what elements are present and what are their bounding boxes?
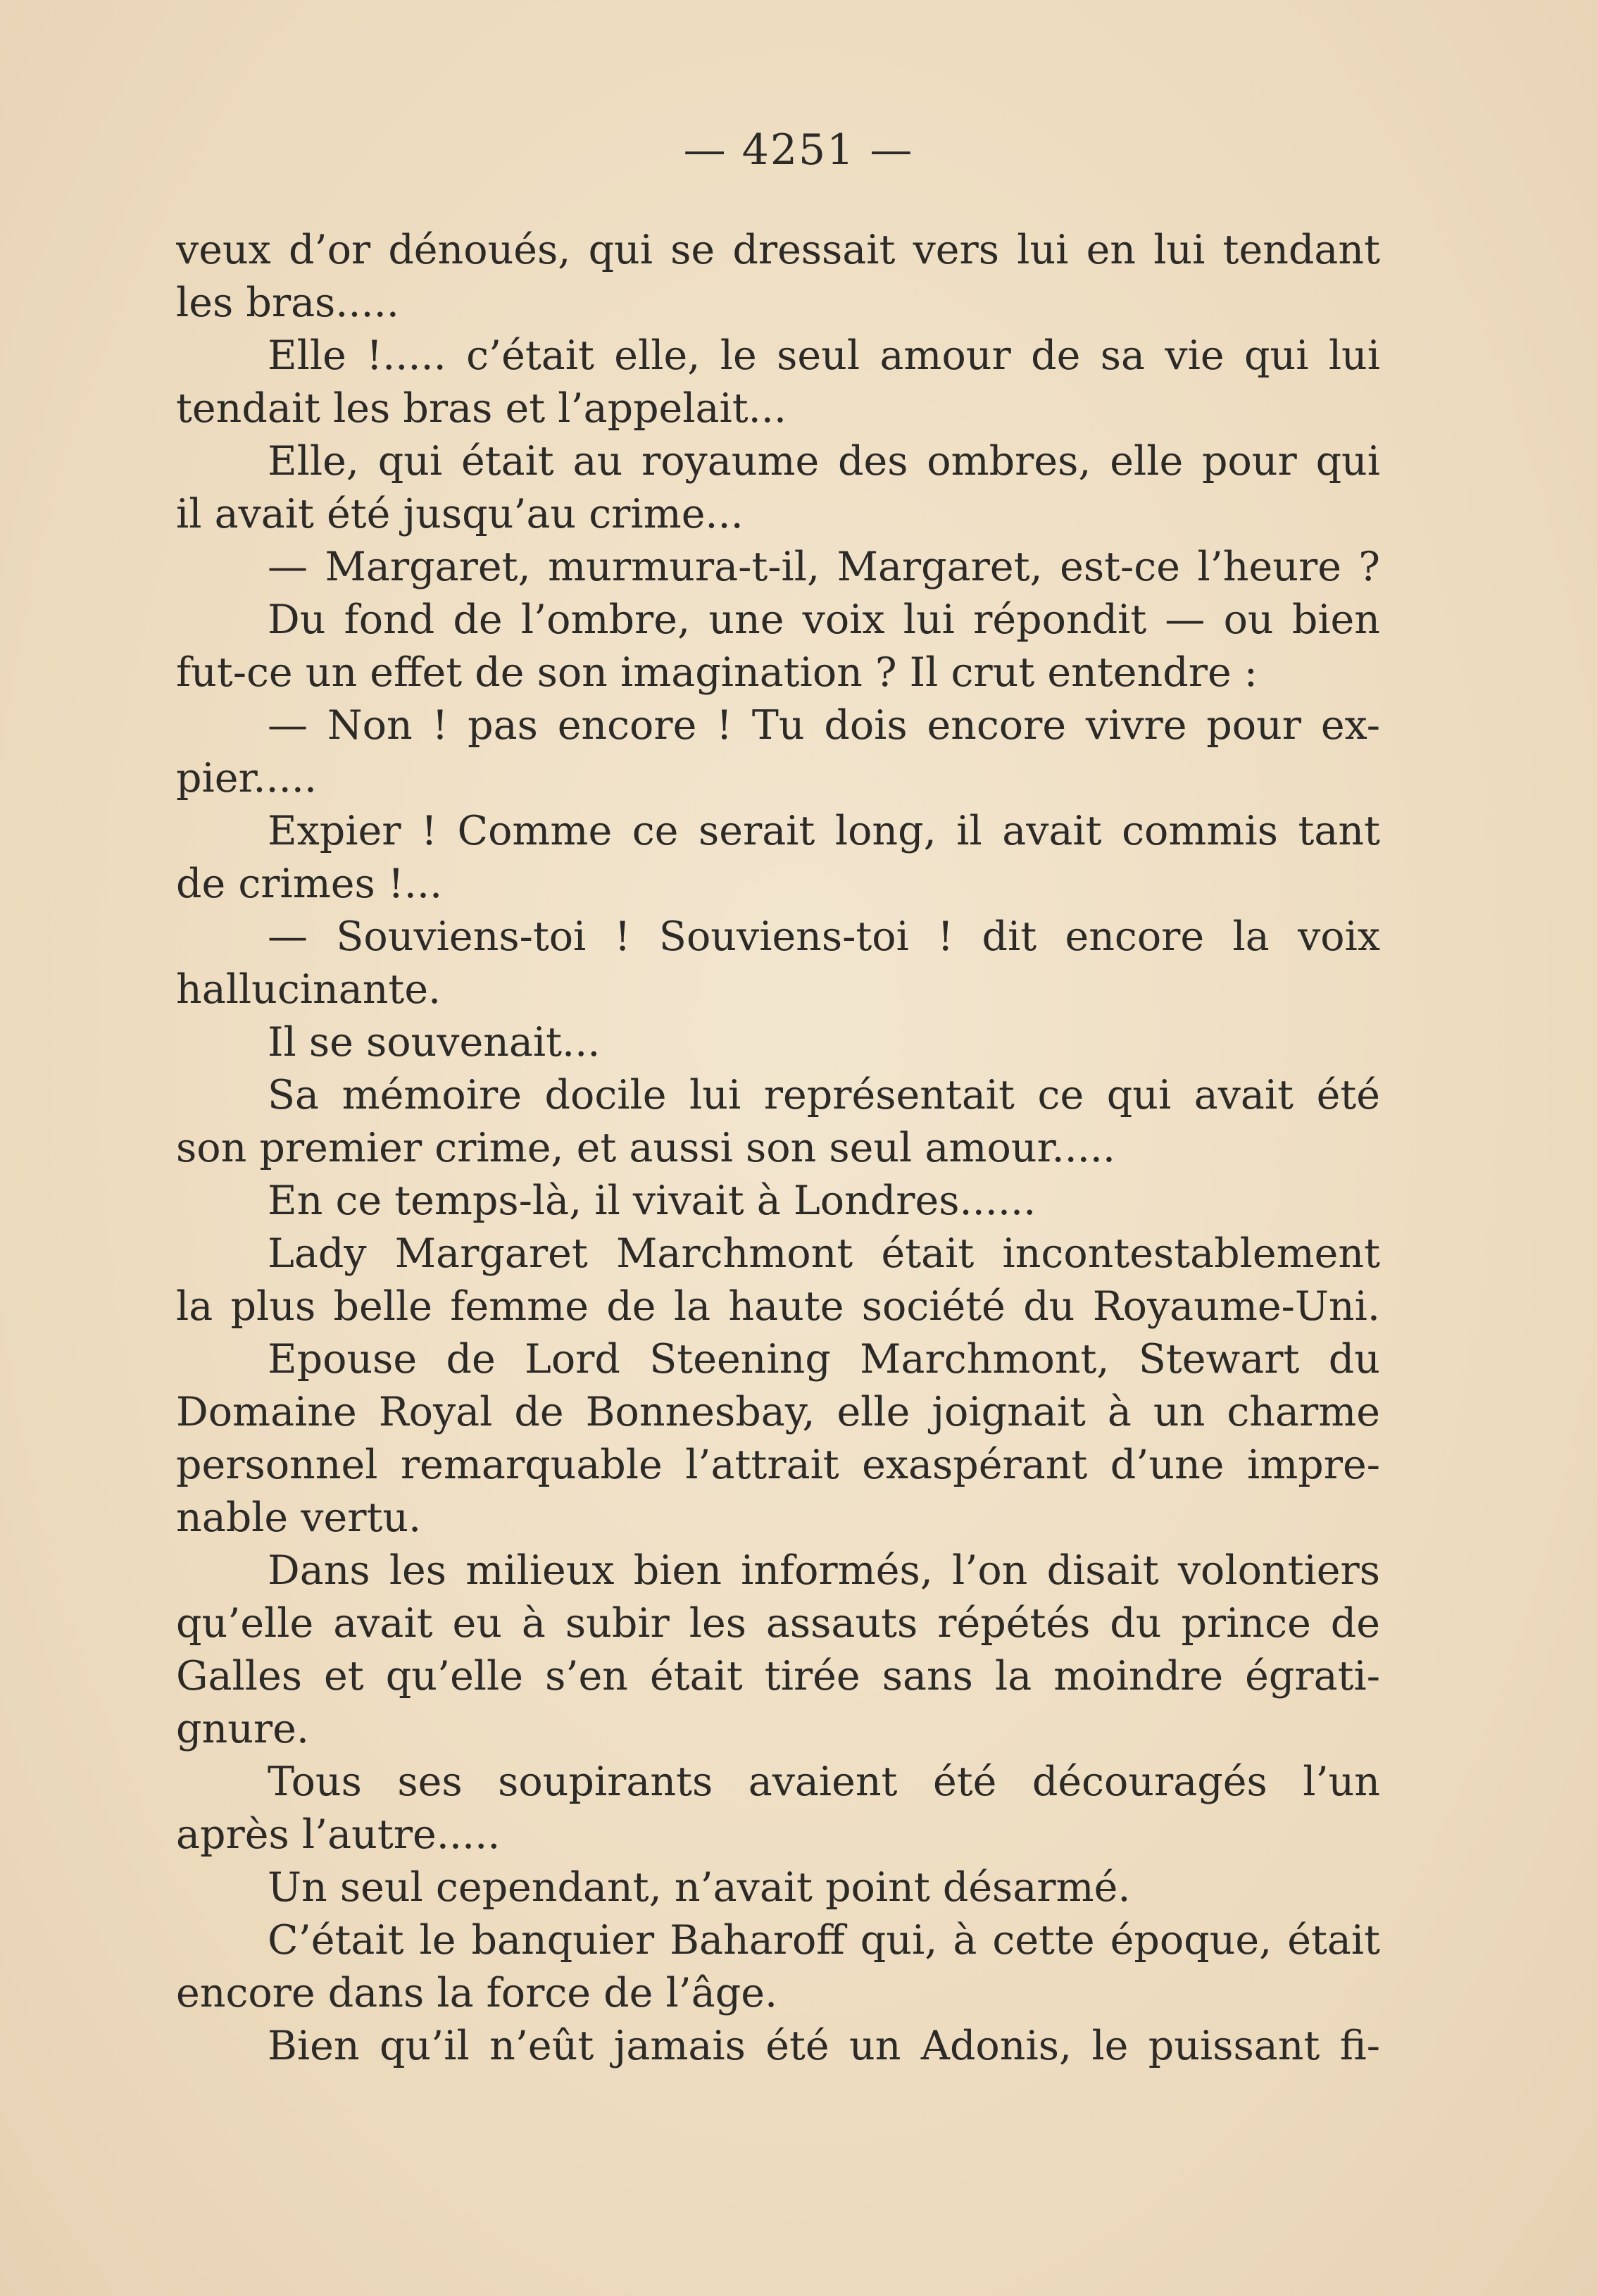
page-number: — 4251 —: [683, 125, 914, 175]
text-line: la plus belle femme de la haute société du Royaume-Uni.: [176, 1283, 1380, 1330]
text-line: Elle !..... c’était elle, le seul amour de sa vie qui lui: [268, 332, 1380, 379]
text-line: — Non ! pas encore ! Tu dois encore vivre pour ex-: [268, 702, 1380, 749]
text-line: Bien qu’il n’eût jamais été un Adonis, le puissant fi-: [268, 2023, 1380, 2069]
text-line: encore dans la force de l’âge.: [176, 1970, 778, 2016]
text-line: Domaine Royal de Bonnesbay, elle joignait à un charme: [176, 1389, 1380, 1435]
text-line: de crimes !...: [176, 861, 443, 907]
text-line: personnel remarquable l’attrait exaspérant d’une impre-: [176, 1442, 1380, 1488]
text-line: fut-ce un effet de son imagination ? Il crut entendre :: [176, 649, 1258, 696]
text-line: — Souviens-toi ! Souviens-toi ! dit encore la voix: [268, 913, 1380, 960]
text-line: Dans les milieux bien informés, l’on disait volontiers: [268, 1547, 1380, 1594]
text-line: — Margaret, murmura-t-il, Margaret, est-ce l’heure ?: [268, 544, 1380, 590]
text-line: gnure.: [176, 1706, 310, 1752]
text-line: les bras.....: [176, 280, 399, 326]
text-line: son premier crime, et aussi son seul amour.....: [176, 1125, 1116, 1171]
text-line: Un seul cependant, n’avait point désarmé.: [268, 1864, 1131, 1911]
text-line: En ce temps-là, il vivait à Londres......: [268, 1178, 1037, 1224]
text-line: nable vertu.: [176, 1495, 422, 1541]
text-line: pier.....: [176, 755, 318, 801]
text-line: Du fond de l’ombre, une voix lui répondit — ou bien: [268, 597, 1380, 643]
text-line: C’était le banquier Baharoff qui, à cette époque, était: [268, 1917, 1380, 1964]
text-line: il avait été jusqu’au crime...: [176, 491, 744, 537]
text-line: hallucinante.: [176, 966, 441, 1013]
text-line: qu’elle avait eu à subir les assauts répétés du prince de: [176, 1600, 1380, 1647]
text-line: Galles et qu’elle s’en était tirée sans la moindre égrati-: [176, 1653, 1380, 1699]
text-line: Sa mémoire docile lui représentait ce qui avait été: [268, 1072, 1380, 1118]
text-line: Elle, qui était au royaume des ombres, elle pour qui: [268, 438, 1380, 485]
body-text: [176, 224, 1380, 2073]
text-line: Tous ses soupirants avaient été découragés l’un: [268, 1759, 1380, 1805]
text-line: Expier ! Comme ce serait long, il avait commis tant: [268, 808, 1380, 854]
text-line: tendait les bras et l’appelait...: [176, 385, 787, 432]
text-line: Epouse de Lord Steening Marchmont, Stewart du: [268, 1336, 1380, 1383]
text-line: après l’autre.....: [176, 1811, 501, 1858]
text-line: veux d’or dénoués, qui se dressait vers lui en lui tendant: [176, 227, 1380, 273]
text-line: Il se souvenait...: [268, 1019, 601, 1066]
text-line: Lady Margaret Marchmont était incontestablement: [268, 1230, 1380, 1277]
